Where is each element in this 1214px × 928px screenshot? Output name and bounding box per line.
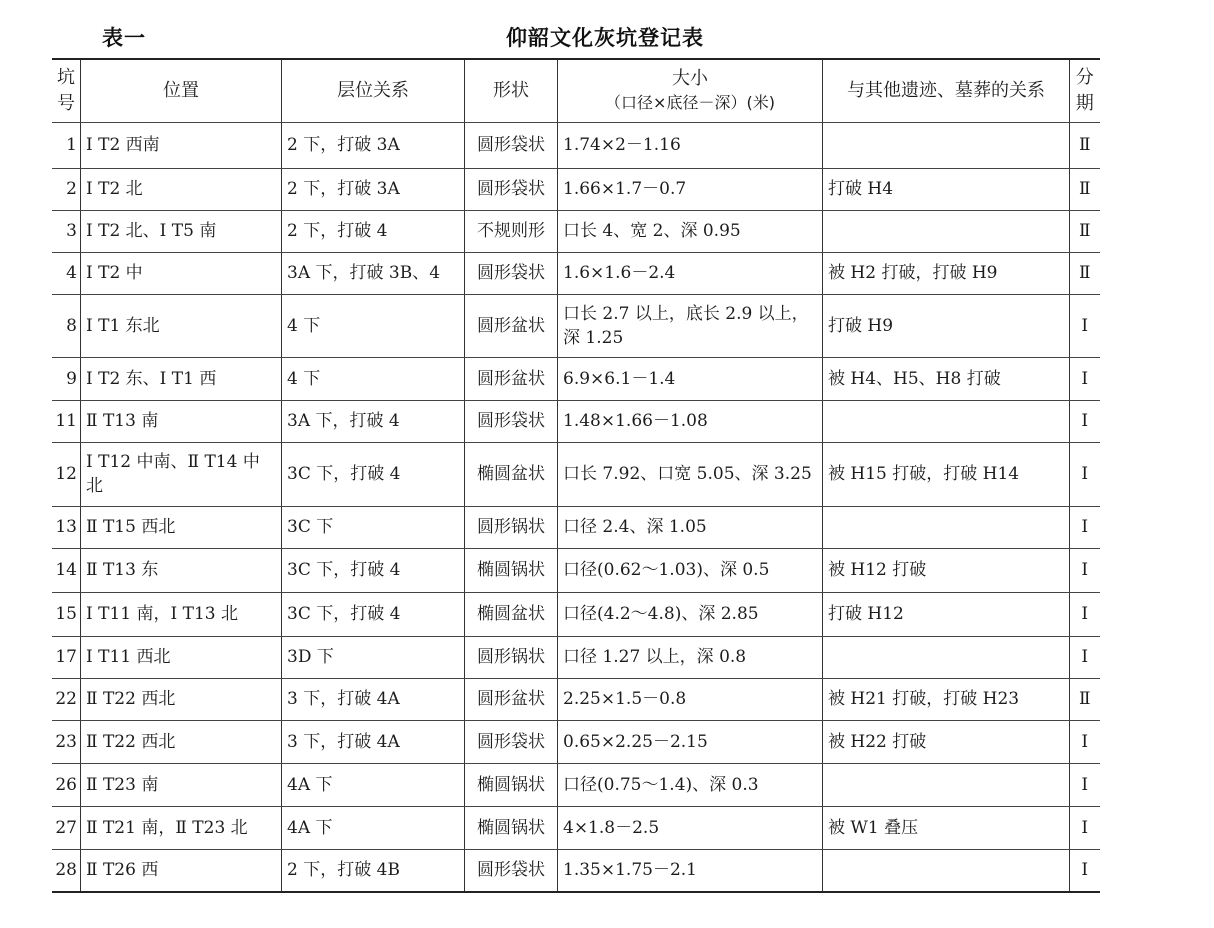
period-cell: Ⅰ	[1070, 849, 1100, 892]
position-cell: Ⅱ T15 西北	[81, 506, 282, 548]
period-cell: Ⅱ	[1070, 252, 1100, 294]
relation-cell: 被 W1 叠压	[823, 806, 1070, 849]
header-size	[558, 59, 823, 122]
relation-cell: 被 H2 打破，打破 H9	[823, 252, 1070, 294]
period-cell: Ⅰ	[1070, 548, 1100, 592]
pit-number-cell: 15	[52, 592, 81, 636]
header-shape: 形状	[465, 59, 558, 122]
header-stratigraphy: 层位关系	[282, 59, 465, 122]
header-size-line1: 大小	[672, 67, 708, 89]
shape-cell: 圆形盆状	[465, 678, 558, 720]
size-cell: 1.6×1.6－2.4	[558, 252, 823, 294]
stratigraphy-cell: 4A 下	[282, 806, 465, 849]
pit-number-cell: 14	[52, 548, 81, 592]
shape-cell: 圆形袋状	[465, 168, 558, 210]
pit-number-cell: 9	[52, 357, 81, 400]
period-cell: Ⅰ	[1070, 636, 1100, 678]
header-period	[1070, 59, 1100, 122]
size-cell: 口长 7.92、口宽 5.05、深 3.25	[558, 442, 823, 506]
position-cell: Ⅰ T11 西北	[81, 636, 282, 678]
size-cell: 1.35×1.75－2.1	[558, 849, 823, 892]
period-cell: Ⅱ	[1070, 678, 1100, 720]
stratigraphy-cell: 4A 下	[282, 763, 465, 806]
relation-cell: 被 H12 打破	[823, 548, 1070, 592]
size-cell: 口长 2.7 以上，底长 2.9 以上，深 1.25	[558, 294, 823, 357]
shape-cell: 圆形袋状	[465, 720, 558, 763]
period-cell: Ⅰ	[1070, 357, 1100, 400]
position-cell: Ⅰ T11 南，Ⅰ T13 北	[81, 592, 282, 636]
stratigraphy-cell: 2 下，打破 4B	[282, 849, 465, 892]
period-cell: Ⅰ	[1070, 592, 1100, 636]
size-cell: 口径(4.2～4.8)、深 2.85	[558, 592, 823, 636]
shape-cell: 圆形锅状	[465, 636, 558, 678]
shape-cell: 椭圆锅状	[465, 548, 558, 592]
size-cell: 2.25×1.5－0.8	[558, 678, 823, 720]
period-cell: Ⅱ	[1070, 122, 1100, 168]
header-pit-number-text: 坑号	[57, 66, 75, 114]
stratigraphy-cell: 3A 下，打破 3B、4	[282, 252, 465, 294]
pit-number-cell: 26	[52, 763, 81, 806]
position-cell: Ⅱ T26 西	[81, 849, 282, 892]
pit-number-cell: 13	[52, 506, 81, 548]
pit-number-cell: 12	[52, 442, 81, 506]
relation-cell	[823, 210, 1070, 252]
table-row	[52, 592, 1100, 636]
header-size-line2: （口径×底径－深）(米)	[605, 92, 775, 112]
size-cell: 口径(0.75～1.4)、深 0.3	[558, 763, 823, 806]
header-row	[52, 59, 1100, 122]
relation-cell: 打破 H9	[823, 294, 1070, 357]
pit-number-cell: 11	[52, 400, 81, 442]
relation-cell	[823, 763, 1070, 806]
size-cell: 口径 1.27 以上，深 0.8	[558, 636, 823, 678]
pit-number-cell: 2	[52, 168, 81, 210]
size-cell: 口径 2.4、深 1.05	[558, 506, 823, 548]
relation-cell: 被 H22 打破	[823, 720, 1070, 763]
position-cell: Ⅱ T22 西北	[81, 720, 282, 763]
size-cell: 口径(0.62～1.03)、深 0.5	[558, 548, 823, 592]
header-pit-number	[52, 59, 81, 122]
shape-cell: 圆形盆状	[465, 357, 558, 400]
period-cell: Ⅰ	[1070, 720, 1100, 763]
position-cell: Ⅰ T2 东、Ⅰ T1 西	[81, 357, 282, 400]
period-cell: Ⅰ	[1070, 400, 1100, 442]
position-cell: Ⅱ T23 南	[81, 763, 282, 806]
relation-cell: 被 H21 打破，打破 H23	[823, 678, 1070, 720]
stratigraphy-cell: 3D 下	[282, 636, 465, 678]
position-cell: Ⅰ T2 北、Ⅰ T5 南	[81, 210, 282, 252]
header-relation: 与其他遗迹、墓葬的关系	[823, 59, 1070, 122]
relation-cell: 打破 H12	[823, 592, 1070, 636]
table-row	[52, 636, 1100, 678]
stratigraphy-cell: 3C 下	[282, 506, 465, 548]
table-row	[52, 806, 1100, 849]
shape-cell: 椭圆锅状	[465, 806, 558, 849]
position-cell: Ⅱ T22 西北	[81, 678, 282, 720]
period-cell: Ⅰ	[1070, 763, 1100, 806]
header-period-text: 分期	[1075, 66, 1094, 114]
size-cell: 1.74×2－1.16	[558, 122, 823, 168]
table-row	[52, 442, 1100, 506]
position-cell: Ⅰ T2 中	[81, 252, 282, 294]
relation-cell	[823, 636, 1070, 678]
position-cell: Ⅱ T13 东	[81, 548, 282, 592]
pit-number-cell: 27	[52, 806, 81, 849]
period-cell: Ⅰ	[1070, 506, 1100, 548]
shape-cell: 圆形盆状	[465, 294, 558, 357]
position-cell: Ⅰ T2 北	[81, 168, 282, 210]
stratigraphy-cell: 3C 下，打破 4	[282, 442, 465, 506]
relation-cell: 被 H15 打破，打破 H14	[823, 442, 1070, 506]
period-cell: Ⅱ	[1070, 210, 1100, 252]
pit-number-cell: 4	[52, 252, 81, 294]
header-position: 位置	[81, 59, 282, 122]
stratigraphy-cell: 3C 下，打破 4	[282, 592, 465, 636]
position-cell: Ⅱ T13 南	[81, 400, 282, 442]
table-row	[52, 210, 1100, 252]
pit-number-cell: 22	[52, 678, 81, 720]
stratigraphy-cell: 4 下	[282, 294, 465, 357]
table-row	[52, 678, 1100, 720]
stratigraphy-cell: 3 下，打破 4A	[282, 720, 465, 763]
table-row	[52, 252, 1100, 294]
size-cell: 1.48×1.66－1.08	[558, 400, 823, 442]
stratigraphy-cell: 4 下	[282, 357, 465, 400]
table-row	[52, 506, 1100, 548]
period-cell: Ⅰ	[1070, 806, 1100, 849]
shape-cell: 圆形袋状	[465, 252, 558, 294]
stratigraphy-cell: 3 下，打破 4A	[282, 678, 465, 720]
pit-number-cell: 23	[52, 720, 81, 763]
relation-cell: 被 H4、H5、H8 打破	[823, 357, 1070, 400]
table-row	[52, 168, 1100, 210]
shape-cell: 圆形锅状	[465, 506, 558, 548]
shape-cell: 椭圆盆状	[465, 592, 558, 636]
position-cell: Ⅰ T1 东北	[81, 294, 282, 357]
table-row	[52, 720, 1100, 763]
table-row	[52, 122, 1100, 168]
table-row	[52, 763, 1100, 806]
table-row	[52, 548, 1100, 592]
stratigraphy-cell: 2 下，打破 4	[282, 210, 465, 252]
size-cell: 0.65×2.25－2.15	[558, 720, 823, 763]
shape-cell: 圆形袋状	[465, 849, 558, 892]
position-cell: Ⅰ T2 西南	[81, 122, 282, 168]
size-cell: 6.9×6.1－1.4	[558, 357, 823, 400]
size-cell: 口长 4、宽 2、深 0.95	[558, 210, 823, 252]
stratigraphy-cell: 3C 下，打破 4	[282, 548, 465, 592]
pit-number-cell: 28	[52, 849, 81, 892]
relation-cell	[823, 400, 1070, 442]
table-label: 表一	[102, 26, 146, 50]
pit-number-cell: 1	[52, 122, 81, 168]
table-row	[52, 357, 1100, 400]
position-cell: Ⅱ T21 南，Ⅱ T23 北	[81, 806, 282, 849]
relation-cell	[823, 849, 1070, 892]
table-row	[52, 294, 1100, 357]
shape-cell: 椭圆锅状	[465, 763, 558, 806]
table-row	[52, 400, 1100, 442]
relation-cell: 打破 H4	[823, 168, 1070, 210]
period-cell: Ⅱ	[1070, 168, 1100, 210]
table-title: 仰韶文化灰坑登记表	[506, 26, 704, 50]
period-cell: Ⅰ	[1070, 442, 1100, 506]
period-cell: Ⅰ	[1070, 294, 1100, 357]
size-cell: 1.66×1.7－0.7	[558, 168, 823, 210]
stratigraphy-cell: 2 下，打破 3A	[282, 122, 465, 168]
stratigraphy-cell: 3A 下，打破 4	[282, 400, 465, 442]
ash-pit-register-table	[52, 58, 1100, 893]
relation-cell	[823, 122, 1070, 168]
stratigraphy-cell: 2 下，打破 3A	[282, 168, 465, 210]
pit-number-cell: 17	[52, 636, 81, 678]
shape-cell: 圆形袋状	[465, 400, 558, 442]
pit-number-cell: 3	[52, 210, 81, 252]
shape-cell: 圆形袋状	[465, 122, 558, 168]
pit-number-cell: 8	[52, 294, 81, 357]
size-cell: 4×1.8－2.5	[558, 806, 823, 849]
table-row	[52, 849, 1100, 892]
position-cell: Ⅰ T12 中南、Ⅱ T14 中北	[81, 442, 282, 506]
shape-cell: 不规则形	[465, 210, 558, 252]
shape-cell: 椭圆盆状	[465, 442, 558, 506]
relation-cell	[823, 506, 1070, 548]
